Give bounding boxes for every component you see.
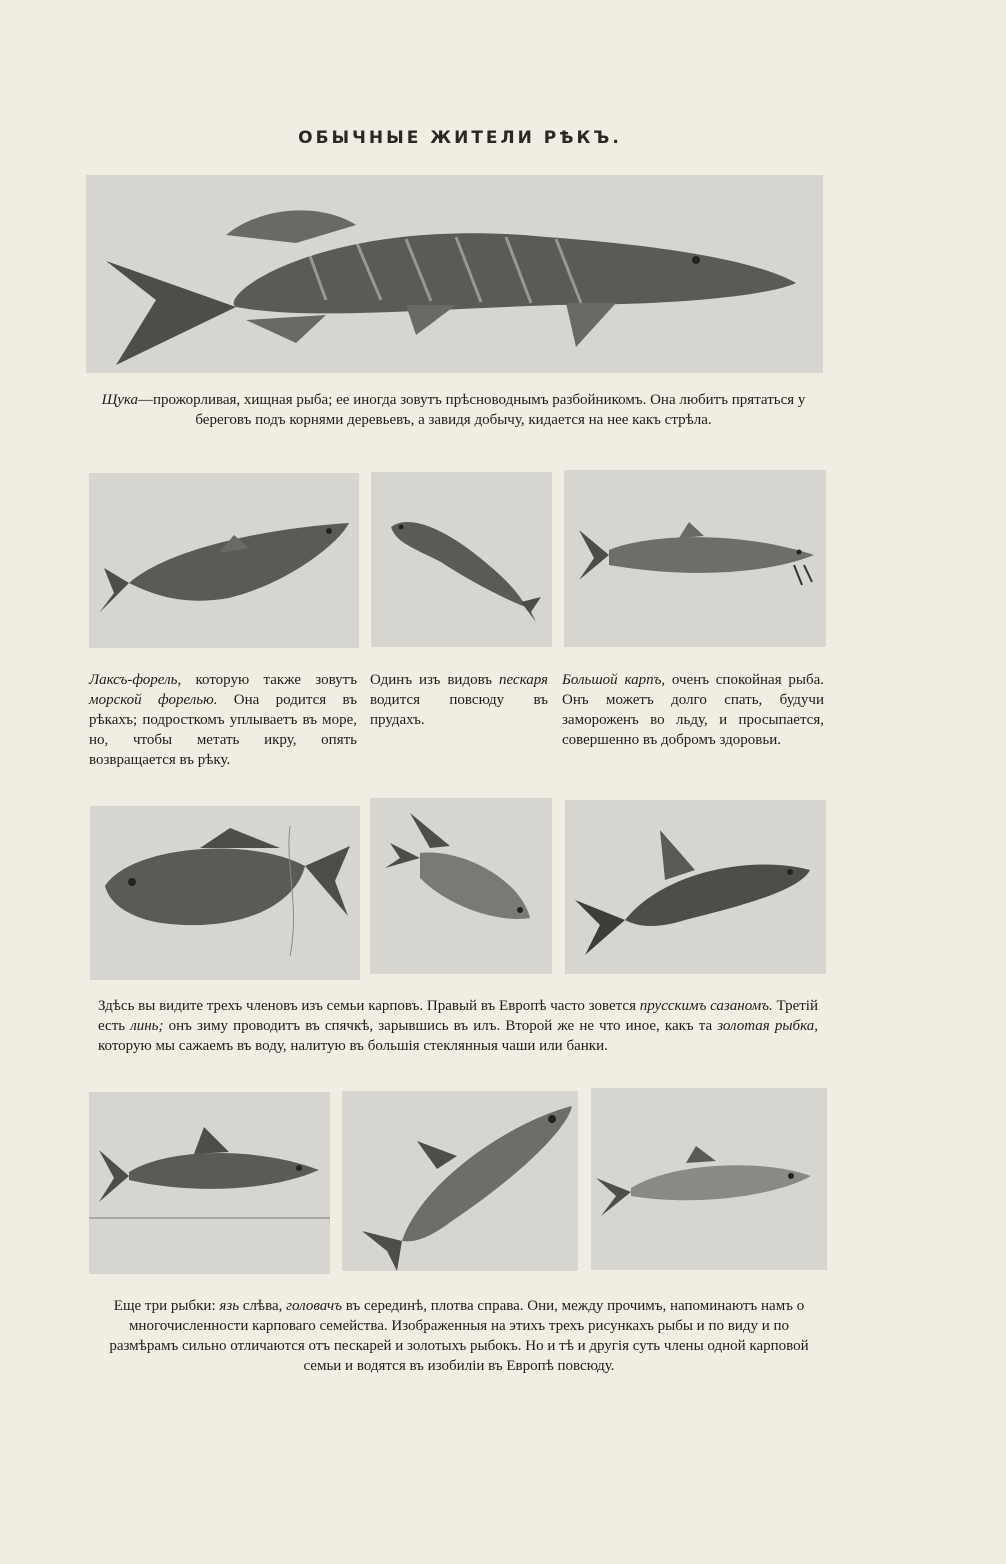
- tench-illustration: [565, 800, 826, 974]
- pike-text: —прожорливая, хищная рыба; ее иногда зовутъ прѣсноводнымъ разбойникомъ. Она любитъ прятаться у береговъ подъ корнями деревьевъ, а завидя добычу, кидается на нее какъ стрѣла.: [138, 392, 806, 428]
- chub-illustration: [342, 1091, 578, 1271]
- page-title: ОБЫЧНЫЕ ЖИТЕЛИ РѢКЪ.: [298, 128, 622, 148]
- other-carps-caption: Еще три рыбки: язь слѣва, головачъ въ серединѣ, плотва справа. Они, между прочимъ, напоминаютъ намъ о многочисленности карповаго семейства. Изображенныя на этихъ трехъ рисункахъ рыбы и по виду и по размѣрамъ сильно отличаются отъ пескарей и золотыхъ рыбокъ. Но и тѣ и другія суть члены одной карповой семьи и водятся въ изобиліи въ Европѣ повсюду.: [109, 1298, 809, 1374]
- pike-name: Щука: [101, 392, 139, 408]
- goldfish-illustration: [370, 798, 552, 974]
- prussian-carp-illustration: [90, 806, 360, 980]
- salmon-trout-illustration: [89, 473, 359, 648]
- roach-illustration: [591, 1088, 827, 1270]
- carp-family-caption: Здѣсь вы видите трехъ членовъ изъ семьи карповъ. Правый въ Европѣ часто зовется прусскимъ сазаномъ. Третій есть линь; онъ зиму проводитъ въ спячкѣ, зарывшись въ илъ. Второй же не что иное, какъ та золотая рыбка, которую мы сажаемъ въ воду, налитую въ большія стеклянныя чаши или банки.: [98, 998, 819, 1054]
- gudgeon-caption: Одинъ изъ видовъ пескаря водится повсюду въ прудахъ.: [370, 672, 548, 728]
- gudgeon-illustration: [371, 472, 552, 647]
- ide-illustration: [89, 1092, 330, 1274]
- pike-caption: [90, 390, 817, 430]
- large-carp-caption: Большой карпъ, оченъ спокойная рыба. Онъ можетъ долго спать, будучи замороженъ во льду, и просыпается, совершенно въ добромъ здоровьи.: [562, 672, 824, 748]
- salmon-trout-caption: Лаксъ-форель, которую также зовутъ морской форелью. Она родится въ рѣкахъ; подросткомъ уплываетъ въ море, но, чтобы метать икру, опять возвращается въ рѣку.: [89, 672, 357, 768]
- pike-illustration: [86, 175, 823, 373]
- large-carp-illustration: [564, 470, 826, 647]
